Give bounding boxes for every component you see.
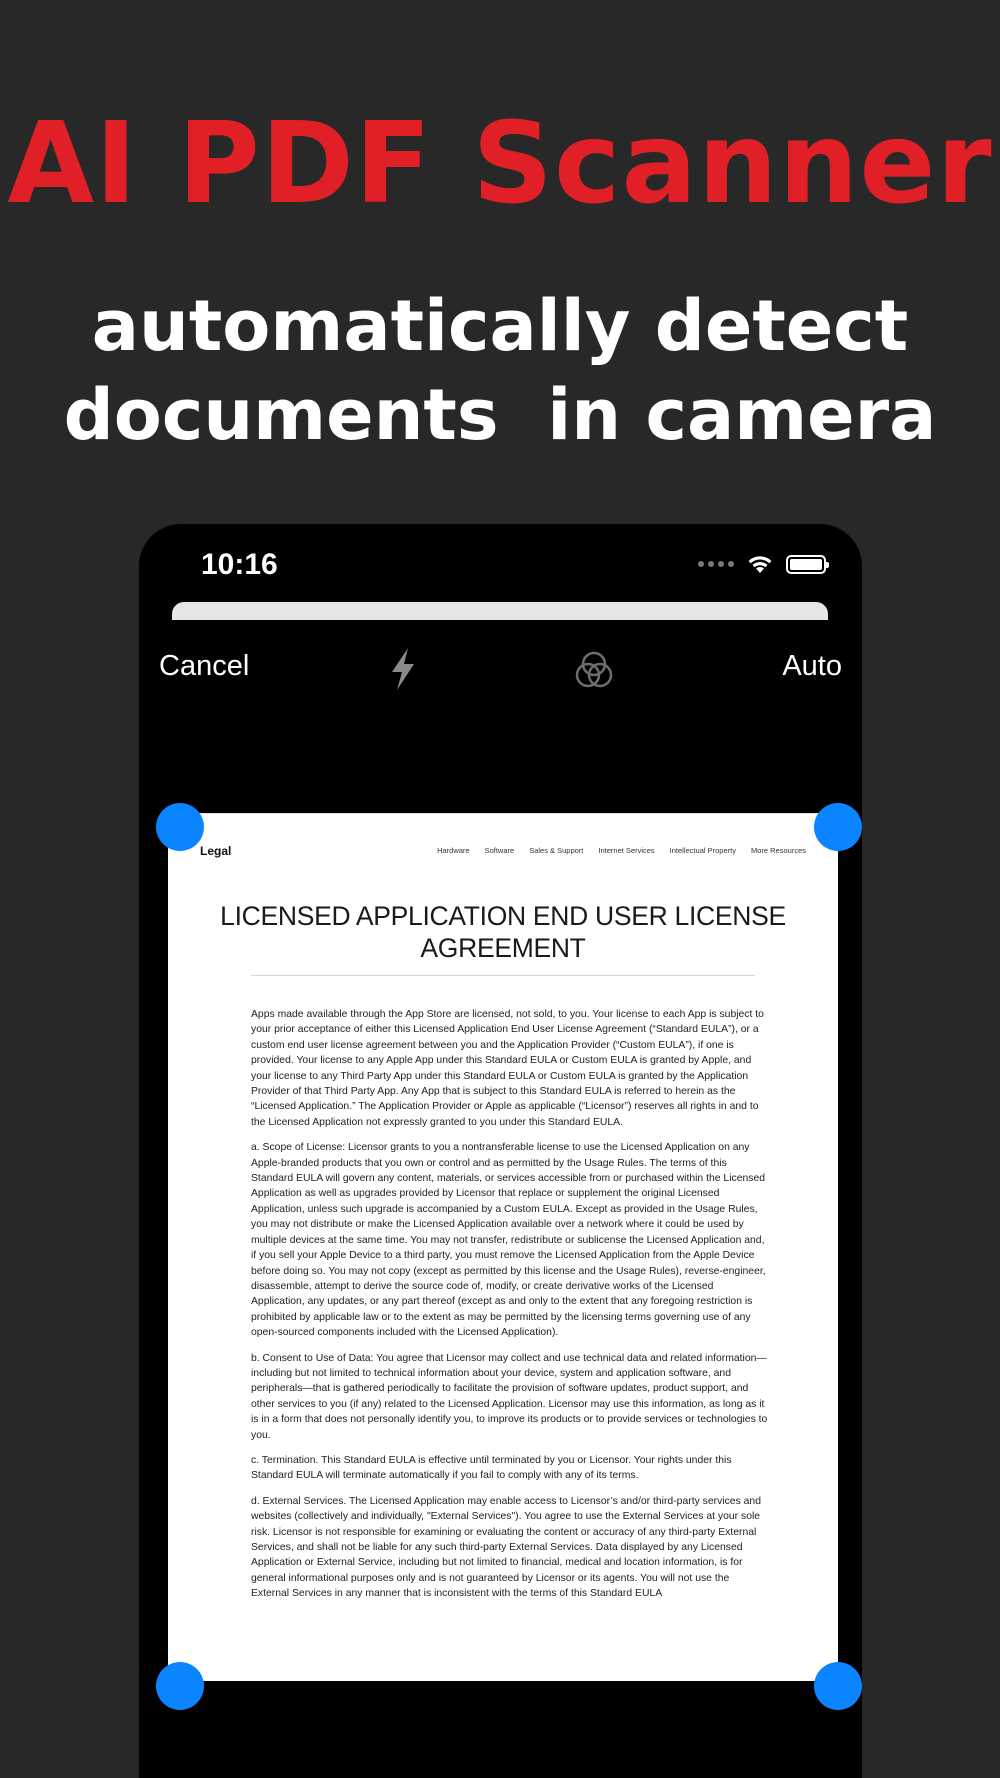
promo-subline-2: documents in camera — [63, 374, 937, 456]
wifi-icon — [746, 554, 774, 574]
sheet-top-edge — [172, 602, 828, 620]
corner-handle-top-left[interactable] — [156, 803, 204, 851]
status-time: 10:16 — [201, 548, 278, 581]
status-icons — [698, 554, 826, 574]
cancel-button[interactable]: Cancel — [159, 650, 250, 682]
flash-icon[interactable] — [386, 646, 420, 697]
divider — [251, 975, 755, 976]
auto-capture-button[interactable]: Auto — [782, 650, 842, 682]
battery-icon — [786, 555, 826, 574]
document-body — [251, 1007, 768, 1612]
corner-handle-top-right[interactable] — [814, 803, 862, 851]
corner-handle-bottom-right[interactable] — [814, 1662, 862, 1710]
doc-link: Software — [484, 846, 515, 855]
document-paragraph: b. Consent to Use of Data: You agree that Licensor may collect and use technical data and related information—including but not limited to technical information about your device, system and application software, and peripherals—that is gathered periodically to facilitate the provision of software updates, product support, and other services to you (if any) related to the Licensed Application. Licensor may use this information, as long as it is in a form that does not personally identify you, to improve its products or to provide services or technologies to you. — [251, 1352, 768, 1441]
detected-document — [168, 813, 838, 1681]
color-filter-icon[interactable] — [572, 648, 616, 697]
promo-subline-1: automatically detect — [91, 285, 909, 367]
camera-toolbar — [139, 636, 862, 696]
document-paragraph: c. Termination. This Standard EULA is effective until terminated by you or Licensor. Your rights under this Standard EULA will terminate automatically if you fail to comply with any of its terms. — [251, 1454, 732, 1482]
document-paragraph: Apps made available through the App Store are licensed, not sold, to you. Your license to each App is subject to your prior acceptance of either this Licensed Application End User License Agreement (“Standard EULA”), or a custom end user license agreement between you and the Application Provider (“Custom EULA”), if one is provided. Your license to any Apple App under this Standard EULA or Custom EULA is granted by Apple, and your license to any Third Party App under this Standard EULA or Custom EULA is granted by the Application Provider of that Third Party App. Any App that is subject to this Standard EULA is referred to herein as the “Licensed Application.” The Application Provider or Apple as applicable (“Licensor”) reserves all rights in and to the Licensed Application not expressly granted to you under this Standard EULA. — [251, 1009, 764, 1128]
document-paragraph: a. Scope of License: Licensor grants to you a nontransferable license to use the Licensed Application on any Apple-branded products that you own or control and as permitted by the Usage Rules. The terms of this Standard EULA will govern any content, materials, or services accessible from or purchased within the Licensed Application as well as upgrades provided by Licensor that replace or supplement the original Licensed Application, unless such upgrade is accompanied by a Custom EULA. Except as provided in the Usage Rules, you may not distribute or make the Licensed Application available over a network where it could be used by multiple devices at the same time. You may not transfer, redistribute or sublicense the Licensed Application and, if you sell your Apple Device to a third party, you must remove the Licensed Application from the Apple Device before doing so. You may not copy (except as permitted by this license and the Usage Rules), reverse-engineer, disassemble, attempt to derive the source code of, modify, or create derivative works of the Licensed Application, any updates, or any part thereof (except as and only to the extent that any foregoing restriction is prohibited by applicable law or to the extent as may be permitted by the licensing terms governing use of any open-sourced components included with the Licensed Application). — [251, 1142, 766, 1339]
doc-link: More Resources — [750, 846, 806, 855]
document-paragraph: d. External Services. The Licensed Application may enable access to Licensor’s and/or third-party services and websites (collectively and individually, "External Services"). You agree to use the External Services at your sole risk. Licensor is not responsible for examining or evaluating the content or accuracy of any third-party External Services, and shall not be liable for any such third-party External Services. Data displayed by any Licensed Application or External Service, including but not limited to financial, medical and location information, is for general informational purposes only and is not guaranteed by Licensor or its agents. You will not use the External Services in any manner that is inconsistent with the terms of this Standard EULA — [251, 1495, 761, 1600]
document-nav — [200, 844, 806, 860]
promo-headline: AI PDF Scanner — [7, 99, 993, 229]
document-title: LICENSED APPLICATION END USER LICENSE AGREEMENT — [220, 901, 786, 963]
doc-link: Sales & Support — [529, 846, 584, 855]
document-brand: Legal — [200, 844, 232, 858]
doc-link: Hardware — [437, 846, 470, 855]
corner-handle-bottom-left[interactable] — [156, 1662, 204, 1710]
document-nav-links — [437, 846, 806, 855]
doc-link: Intellectual Property — [669, 846, 736, 855]
signal-dots-icon — [698, 561, 734, 567]
doc-link: Internet Services — [598, 846, 655, 855]
